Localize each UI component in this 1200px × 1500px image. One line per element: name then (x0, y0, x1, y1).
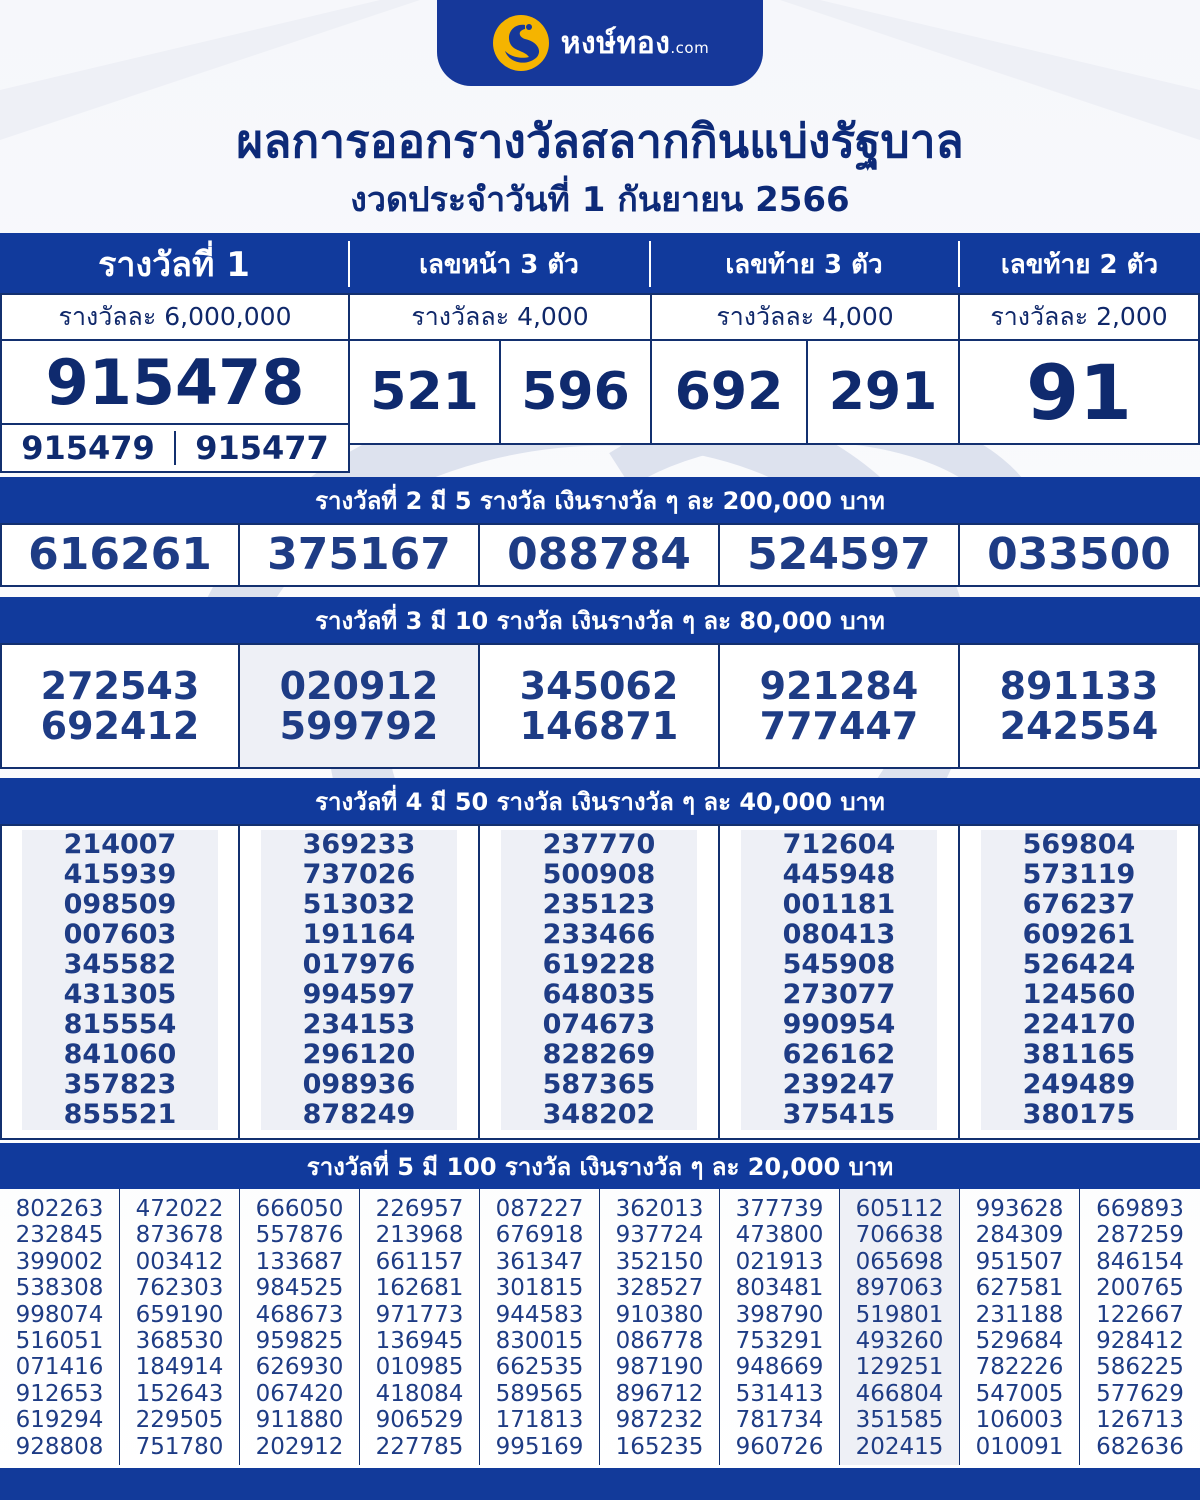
prize2-row (0, 523, 1200, 587)
last3-number: 692 (650, 339, 808, 445)
prize5-number: 753291 (735, 1328, 824, 1355)
prize5-number: 627581 (975, 1275, 1064, 1302)
prize4-number: 545908 (782, 949, 896, 980)
prize3-number: 921284 (759, 664, 919, 708)
prize4-number: 855521 (63, 1099, 177, 1130)
prize3-number: 272543 (40, 664, 200, 708)
prize5-number: 619294 (15, 1407, 104, 1434)
brand-name: หงษ์ทอง.com (560, 25, 710, 61)
prize5-number: 362013 (615, 1196, 704, 1222)
prize4-header: รางวัลที่ 4 มี 50 รางวัล เงินรางวัล ๆ ละ 40,000 บาท (0, 778, 1200, 824)
prize4-number: 626162 (782, 1039, 896, 1070)
prize4-number: 348202 (542, 1099, 656, 1130)
prize4-number: 001181 (782, 889, 896, 920)
prize4-list (981, 830, 1177, 1130)
prize4-number: 841060 (63, 1039, 177, 1070)
prize5-number: 928412 (1096, 1328, 1184, 1355)
prize5-number: 213968 (375, 1222, 464, 1249)
prize5-number: 162681 (375, 1275, 464, 1302)
first-prize-amount: รางวัลละ 6,000,000 (0, 293, 350, 341)
prize5-number: 846154 (1096, 1248, 1184, 1275)
prize2-number: 375167 (267, 529, 451, 580)
prize5-number: 466804 (855, 1380, 944, 1407)
prize5-number: 803481 (735, 1275, 824, 1302)
prize5-column (600, 1189, 720, 1465)
prize3-cell (480, 643, 720, 769)
prize5-number: 152643 (135, 1380, 224, 1407)
prize4-number: 815554 (63, 1009, 177, 1040)
prize5-number: 911880 (255, 1407, 344, 1434)
prize4-number: 345582 (63, 949, 177, 980)
brand-logo[interactable] (437, 0, 763, 86)
last2-number: 91 (958, 339, 1200, 445)
prize4-number: 239247 (782, 1069, 896, 1100)
prize5-number: 361347 (495, 1248, 584, 1275)
prize5-column (0, 1189, 120, 1465)
prize5-number: 538308 (15, 1275, 104, 1302)
prize5-number: 662535 (495, 1354, 584, 1381)
prize3-number: 345062 (519, 664, 679, 708)
prize5-number: 547005 (975, 1380, 1064, 1407)
prize5-header: รางวัลที่ 5 มี 100 รางวัล เงินรางวัล ๆ ละ 20,000 บาท (0, 1143, 1200, 1189)
divider (958, 241, 960, 287)
prize4-number: 513032 (302, 889, 416, 920)
prize4-row (0, 824, 1200, 1140)
prize3-number: 020912 (279, 664, 439, 708)
prize3-number: 599792 (279, 704, 439, 748)
draw-date: งวดประจำวันที่ 1 กันยายน 2566 (350, 180, 850, 220)
prize4-number: 569804 (1022, 829, 1136, 860)
prize5-number: 960726 (735, 1433, 824, 1460)
prize5-number: 993628 (975, 1196, 1064, 1222)
prize4-number: 415939 (63, 859, 177, 890)
prize5-number: 762303 (135, 1275, 224, 1302)
first-prize-number: 915478 (0, 339, 350, 425)
prize5-number: 751780 (135, 1433, 224, 1460)
prize4-number: 080413 (782, 919, 896, 950)
last3-amount: รางวัลละ 4,000 (650, 293, 960, 341)
prize5-number: 873678 (135, 1222, 224, 1249)
prize5-number: 399002 (15, 1248, 104, 1275)
prize5-number: 232845 (15, 1222, 104, 1249)
prize5-number: 605112 (855, 1196, 944, 1222)
prize5-number: 418084 (375, 1380, 464, 1407)
prize3-cell (0, 643, 240, 769)
prize5-number: 897063 (855, 1275, 944, 1302)
prize5-column (120, 1189, 240, 1465)
divider (649, 241, 651, 287)
prize5-number: 557876 (255, 1222, 344, 1249)
divider (348, 241, 350, 287)
prize4-number: 431305 (63, 979, 177, 1010)
prize5-number: 661157 (375, 1248, 464, 1275)
prize5-number: 010091 (975, 1433, 1064, 1460)
prize2-cell (0, 523, 240, 587)
prize5-number: 951507 (975, 1248, 1064, 1275)
prize3-number: 891133 (999, 664, 1159, 708)
prize3-header: รางวัลที่ 3 มี 10 รางวัล เงินรางวัล ๆ ละ 80,000 บาท (0, 597, 1200, 643)
prize4-column (0, 824, 240, 1140)
prize5-number: 165235 (615, 1433, 704, 1460)
prize5-number: 472022 (135, 1196, 224, 1222)
prize5-number: 896712 (615, 1380, 704, 1407)
prize5-number: 021913 (735, 1248, 824, 1275)
last3-number: 291 (806, 339, 960, 445)
prize5-number: 287259 (1096, 1222, 1184, 1249)
prize5-column (240, 1189, 360, 1465)
prize5-number: 669893 (1096, 1196, 1184, 1222)
prize4-number: 369233 (302, 829, 416, 860)
prize2-cell (720, 523, 960, 587)
prize4-number: 074673 (542, 1009, 656, 1040)
prize5-number: 987232 (615, 1407, 704, 1434)
prize5-column (360, 1189, 480, 1465)
prize5-number: 995169 (495, 1433, 584, 1460)
near-number-plus: 915479 (2, 431, 176, 465)
prize5-number: 519801 (855, 1301, 944, 1328)
prize5-column (480, 1189, 600, 1465)
prize4-number: 375415 (782, 1099, 896, 1130)
prize5-number: 122667 (1096, 1301, 1184, 1328)
prize2-number: 616261 (28, 529, 212, 580)
prize3-cell (720, 643, 960, 769)
prize5-number: 531413 (735, 1380, 824, 1407)
swan-logo-icon (491, 13, 551, 73)
prize4-number: 878249 (302, 1099, 416, 1130)
prize2-number: 033500 (987, 529, 1171, 580)
prize4-column (720, 824, 960, 1140)
prize5-number: 830015 (495, 1328, 584, 1355)
prize4-number: 526424 (1022, 949, 1136, 980)
prize5-number: 133687 (255, 1248, 344, 1275)
front3-number: 596 (499, 339, 652, 445)
prize4-number: 500908 (542, 859, 656, 890)
prize5-number: 910380 (615, 1301, 704, 1328)
prize4-number: 234153 (302, 1009, 416, 1040)
prize4-column (480, 824, 720, 1140)
prize5-column (960, 1189, 1080, 1465)
prize4-list (261, 830, 457, 1130)
prize5-number: 227785 (375, 1433, 464, 1460)
prize4-number: 098936 (302, 1069, 416, 1100)
prize5-number: 284309 (975, 1222, 1064, 1249)
page-title: ผลการออกรางวัลสลากกินแบ่งรัฐบาล (236, 114, 964, 168)
prize4-number: 191164 (302, 919, 416, 950)
prize5-number: 948669 (735, 1354, 824, 1381)
prize5-number: 129251 (855, 1354, 944, 1381)
prize5-number: 010985 (375, 1354, 464, 1381)
prize5-number: 782226 (975, 1354, 1064, 1381)
prize4-number: 445948 (782, 859, 896, 890)
prize5-column (1080, 1189, 1200, 1465)
prize5-number: 987190 (615, 1354, 704, 1381)
prize5-number: 984525 (255, 1275, 344, 1302)
prize4-list (741, 830, 937, 1130)
prize4-number: 214007 (63, 829, 177, 860)
prize5-number: 998074 (15, 1301, 104, 1328)
top-prizes-header (0, 233, 1200, 295)
prize5-number: 377739 (735, 1196, 824, 1222)
last3-label: เลขท้าย 3 ตัว (725, 249, 883, 280)
prize5-number: 589565 (495, 1380, 584, 1407)
prize5-number: 202912 (255, 1433, 344, 1460)
prize5-number: 626930 (255, 1354, 344, 1381)
prize5-number: 328527 (615, 1275, 704, 1302)
prize5-number: 065698 (855, 1248, 944, 1275)
prize5-number: 184914 (135, 1354, 224, 1381)
prize5-number: 067420 (255, 1380, 344, 1407)
prize4-number: 273077 (782, 979, 896, 1010)
first-prize-near-numbers (0, 423, 350, 473)
prize5-number: 202415 (855, 1433, 944, 1460)
prize4-number: 007603 (63, 919, 177, 950)
prize5-column (720, 1189, 840, 1465)
prize4-number: 296120 (302, 1039, 416, 1070)
prize5-number: 106003 (975, 1407, 1064, 1434)
first-prize-label: รางวัลที่ 1 (98, 245, 250, 285)
prize4-number: 017976 (302, 949, 416, 980)
prize4-number: 648035 (542, 979, 656, 1010)
near-number-minus: 915477 (195, 429, 329, 467)
prize5-number: 473800 (735, 1222, 824, 1249)
prize5-number: 003412 (135, 1248, 224, 1275)
prize4-list (22, 830, 218, 1130)
prize5-number: 659190 (135, 1301, 224, 1328)
prize4-column (960, 824, 1200, 1140)
prize4-number: 380175 (1022, 1099, 1136, 1130)
prize5-number: 368530 (135, 1328, 224, 1355)
prize5-number: 200765 (1096, 1275, 1184, 1302)
prize4-number: 990954 (782, 1009, 896, 1040)
prize5-number: 802263 (15, 1196, 104, 1222)
prize2-cell (960, 523, 1200, 587)
prize5-number: 231188 (975, 1301, 1064, 1328)
front3-label: เลขหน้า 3 ตัว (419, 249, 579, 280)
prize2-number: 524597 (747, 529, 931, 580)
prize5-number: 516051 (15, 1328, 104, 1355)
prize5-number: 229505 (135, 1407, 224, 1434)
prize4-number: 124560 (1022, 979, 1136, 1010)
prize4-number: 235123 (542, 889, 656, 920)
prize4-list (501, 830, 697, 1130)
prize4-number: 098509 (63, 889, 177, 920)
prize5-number: 136945 (375, 1328, 464, 1355)
prize5-number: 906529 (375, 1407, 464, 1434)
prize4-number: 233466 (542, 919, 656, 950)
footer-bar (0, 1468, 1200, 1500)
prize5-number: 087227 (495, 1196, 584, 1222)
prize3-number: 692412 (40, 704, 200, 748)
prize4-number: 249489 (1022, 1069, 1136, 1100)
prize5-number: 468673 (255, 1301, 344, 1328)
last2-amount: รางวัลละ 2,000 (958, 293, 1200, 341)
prize5-column (840, 1189, 960, 1465)
prize4-number: 676237 (1022, 889, 1136, 920)
prize5-number: 971773 (375, 1301, 464, 1328)
prize5-number: 944583 (495, 1301, 584, 1328)
prize4-number: 737026 (302, 859, 416, 890)
prize5-number: 301815 (495, 1275, 584, 1302)
prize5-number: 226957 (375, 1196, 464, 1222)
prize4-number: 619228 (542, 949, 656, 980)
prize3-cell (240, 643, 480, 769)
prize4-number: 712604 (782, 829, 896, 860)
prize5-number: 781734 (735, 1407, 824, 1434)
prize4-column (240, 824, 480, 1140)
prize5-number: 682636 (1096, 1433, 1184, 1460)
prize5-number: 529684 (975, 1328, 1064, 1355)
prize4-number: 224170 (1022, 1009, 1136, 1040)
prize4-number: 587365 (542, 1069, 656, 1100)
prize5-number: 493260 (855, 1328, 944, 1355)
prize4-number: 828269 (542, 1039, 656, 1070)
prize5-number: 171813 (495, 1407, 584, 1434)
prize3-number: 146871 (519, 704, 679, 748)
front3-number: 521 (348, 339, 501, 445)
prize4-number: 609261 (1022, 919, 1136, 950)
prize5-grid (0, 1189, 1200, 1465)
prize5-number: 071416 (15, 1354, 104, 1381)
prize5-number: 126713 (1096, 1407, 1184, 1434)
prize5-number: 086778 (615, 1328, 704, 1355)
prize5-number: 706638 (855, 1222, 944, 1249)
prize5-number: 666050 (255, 1196, 344, 1222)
prize4-number: 357823 (63, 1069, 177, 1100)
prize5-number: 676918 (495, 1222, 584, 1249)
prize5-number: 937724 (615, 1222, 704, 1249)
prize5-number: 928808 (15, 1433, 104, 1460)
prize5-number: 959825 (255, 1328, 344, 1355)
last2-label: เลขท้าย 2 ตัว (1000, 249, 1159, 280)
prize2-cell (480, 523, 720, 587)
prize2-number: 088784 (507, 529, 691, 580)
prize5-number: 351585 (855, 1407, 944, 1434)
prize3-cell (960, 643, 1200, 769)
prize4-number: 573119 (1022, 859, 1136, 890)
front3-amount: รางวัลละ 4,000 (348, 293, 652, 341)
prize2-cell (240, 523, 480, 587)
prize2-header: รางวัลที่ 2 มี 5 รางวัล เงินรางวัล ๆ ละ 200,000 บาท (0, 477, 1200, 523)
prize5-number: 912653 (15, 1380, 104, 1407)
prize4-number: 237770 (542, 829, 656, 860)
prize4-number: 381165 (1022, 1039, 1136, 1070)
prize5-number: 577629 (1096, 1380, 1184, 1407)
prize3-number: 242554 (999, 704, 1159, 748)
prize5-number: 398790 (735, 1301, 824, 1328)
prize3-number: 777447 (759, 704, 919, 748)
prize5-number: 352150 (615, 1248, 704, 1275)
prize4-number: 994597 (302, 979, 416, 1010)
prize5-number: 586225 (1096, 1354, 1184, 1381)
prize3-row (0, 643, 1200, 769)
